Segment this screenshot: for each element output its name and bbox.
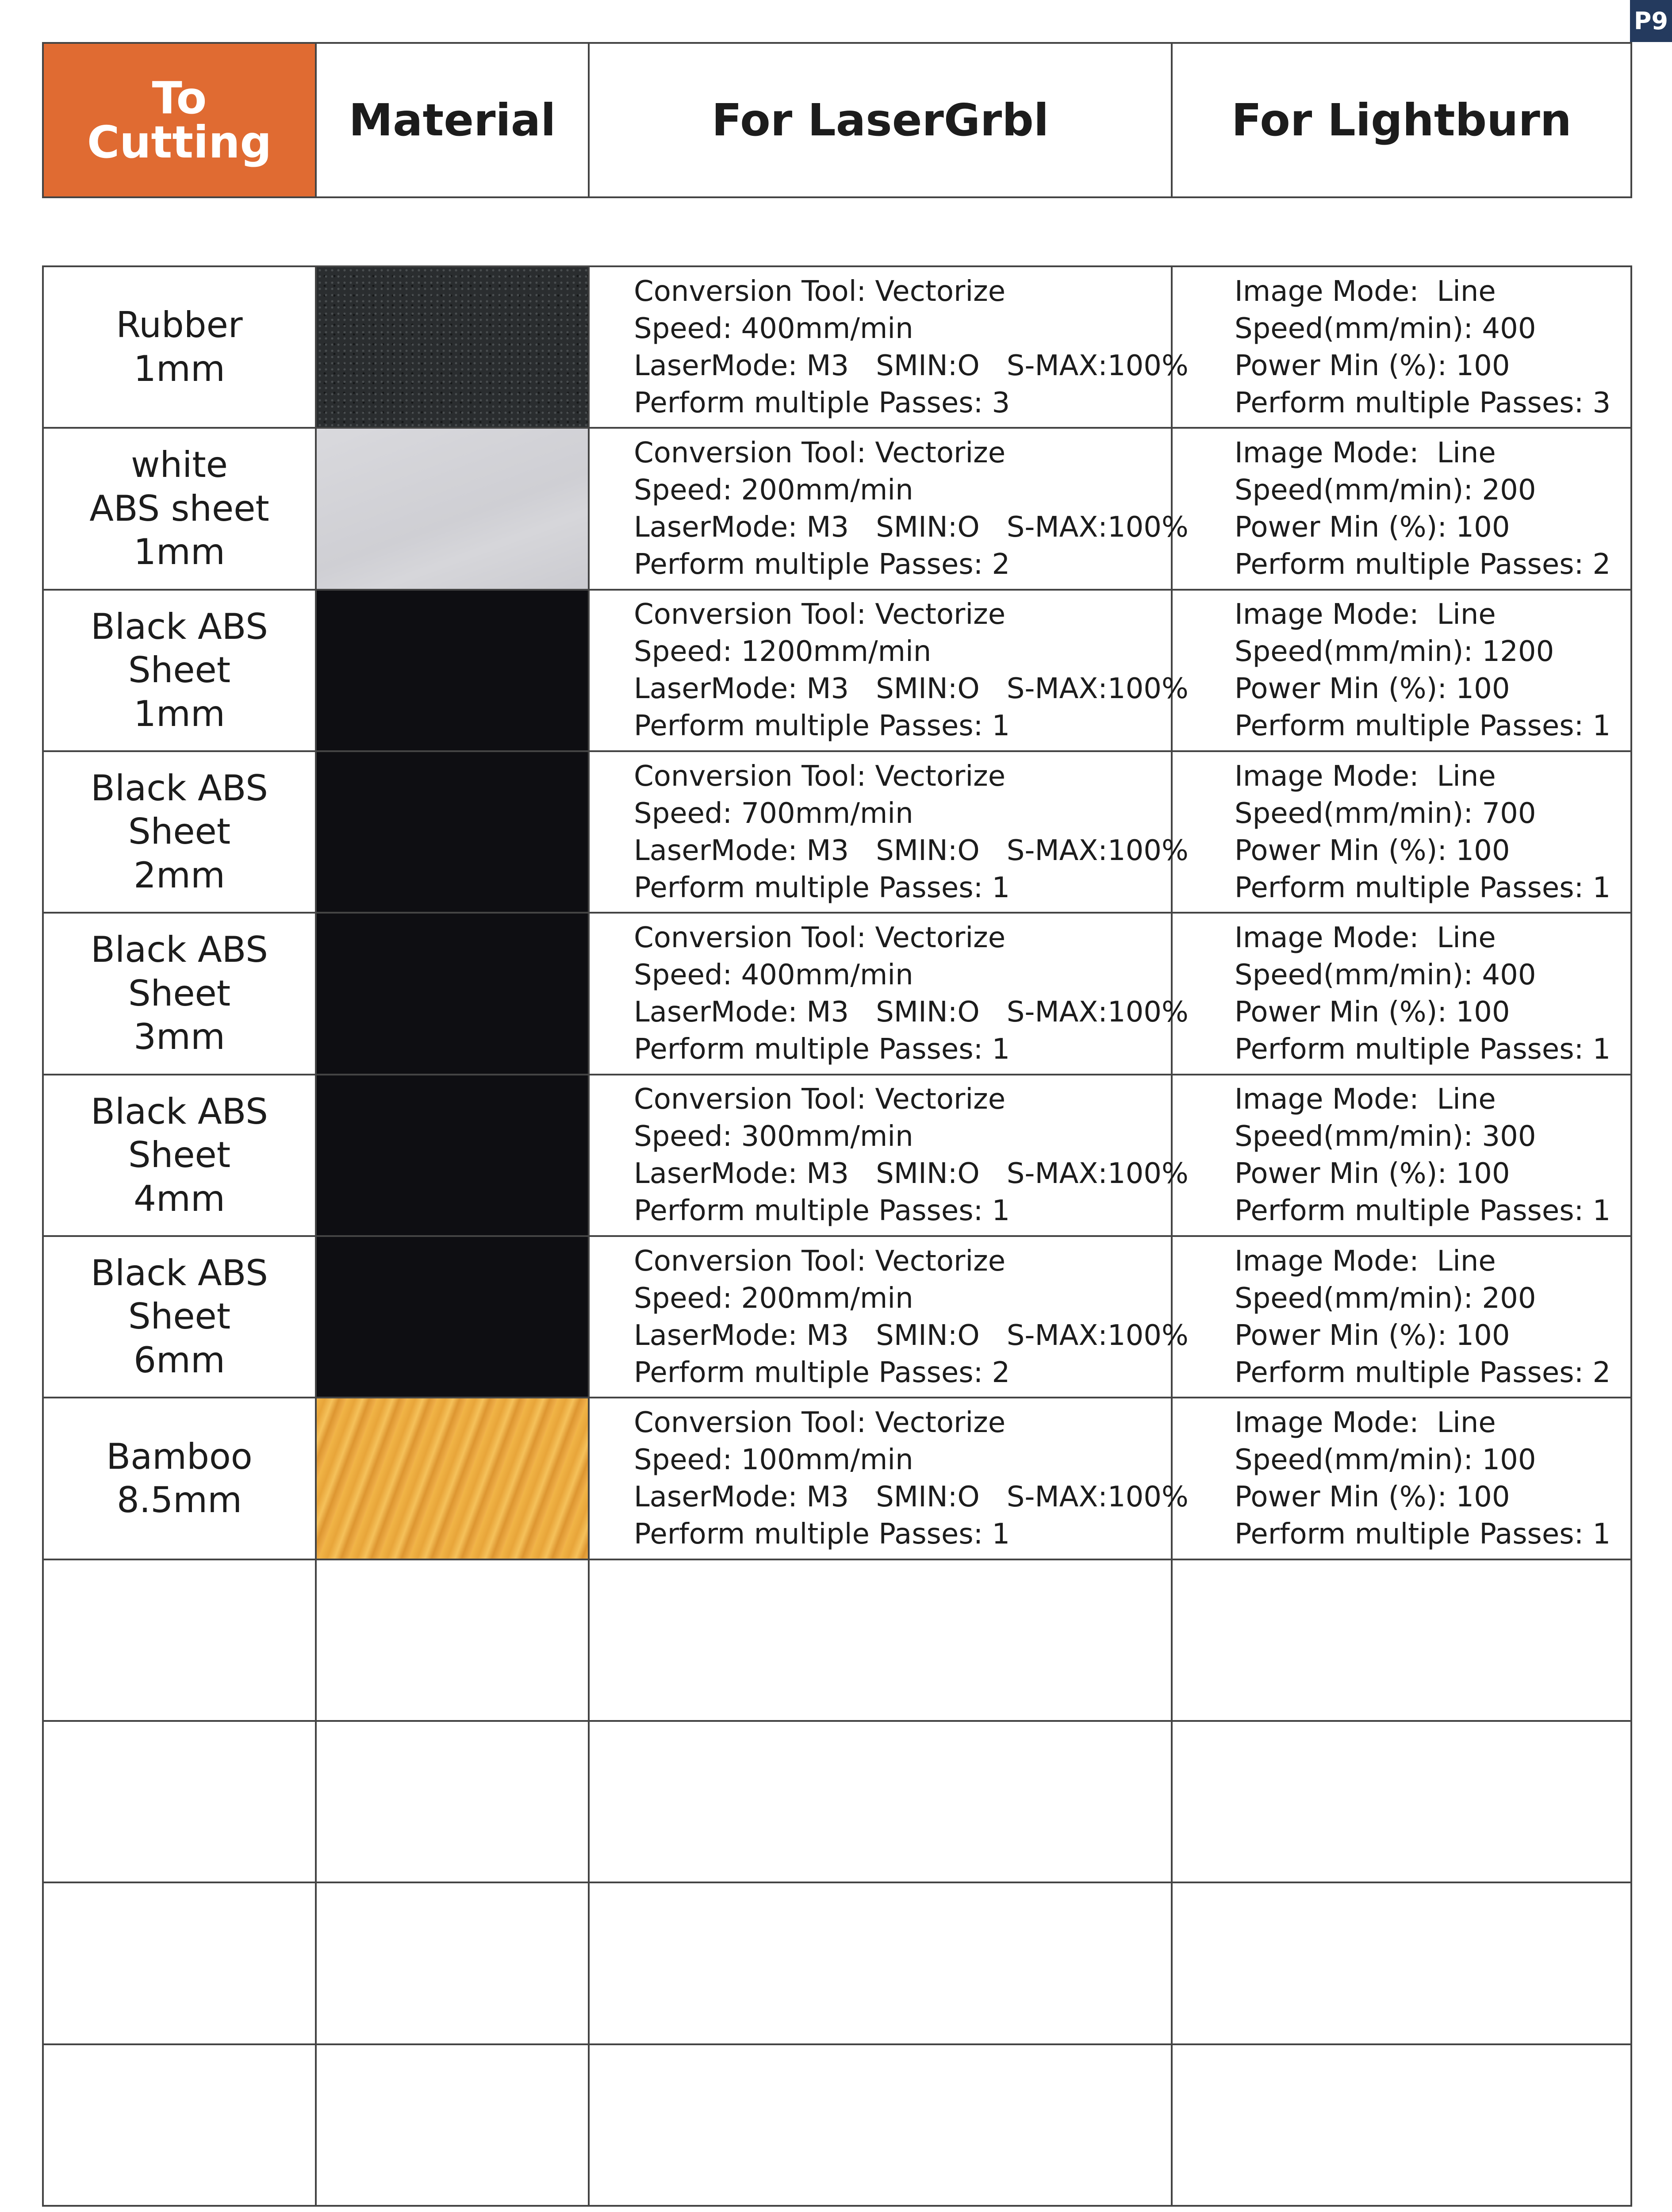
lasergrbl-settings-cell: [589, 1398, 1189, 1559]
lasergrbl-settings-cell: [589, 590, 1189, 751]
lasergrbl-settings-cell: [589, 1236, 1189, 1398]
setting-line: Speed: 400mm/min: [634, 312, 913, 345]
material-swatch-image: [317, 914, 588, 1073]
setting-line: LaserMode: M3 SMIN:O S-MAX:100%: [634, 1480, 1189, 1513]
setting-line: Power Min (%): 100: [1235, 1480, 1510, 1513]
setting-line: Speed(mm/min): 100: [1235, 1443, 1536, 1476]
setting-line: Speed: 700mm/min: [634, 797, 913, 830]
setting-line: Conversion Tool: Vectorize: [634, 1083, 1006, 1116]
table-row: [43, 751, 1631, 913]
setting-line: Perform multiple Passes: 1: [634, 1194, 1010, 1228]
setting-line: Perform multiple Passes: 1: [634, 1517, 1010, 1551]
setting-line: Conversion Tool: Vectorize: [634, 275, 1006, 308]
setting-line: Speed: 200mm/min: [634, 1282, 913, 1315]
setting-line: LaserMode: M3 SMIN:O S-MAX:100%: [634, 995, 1189, 1029]
to-cutting-header: [43, 43, 316, 197]
material-swatch-cell: [316, 590, 589, 751]
setting-line: LaserMode: M3 SMIN:O S-MAX:100%: [634, 511, 1189, 544]
empty-cell: [43, 1559, 316, 1721]
lasergrbl-settings-cell: [589, 913, 1189, 1074]
material-name-line: 2mm: [134, 854, 225, 896]
setting-line: Speed(mm/min): 400: [1235, 958, 1536, 991]
setting-line: Perform multiple Passes: 3: [634, 386, 1010, 419]
lasergrbl-settings-cell: [589, 751, 1189, 913]
material-name-line: 1mm: [134, 531, 225, 573]
setting-line: Speed: 200mm/min: [634, 473, 913, 507]
setting-line: Power Min (%): 100: [1235, 1157, 1510, 1190]
setting-line: Conversion Tool: Vectorize: [634, 1406, 1006, 1439]
setting-line: Power Min (%): 100: [1235, 672, 1510, 706]
material-swatch-cell: [316, 1398, 589, 1559]
setting-line: LaserMode: M3 SMIN:O S-MAX:100%: [634, 1319, 1189, 1352]
material-swatch-cell: [316, 1236, 589, 1398]
empty-cell: [316, 1721, 589, 1882]
lightburn-settings-cell: [1172, 751, 1631, 913]
material-swatch-image: [317, 267, 588, 427]
material-name-line: Black ABS Sheet: [91, 606, 268, 691]
lasergrbl-header: For LaserGrbl: [589, 43, 1172, 197]
setting-line: Power Min (%): 100: [1235, 1319, 1510, 1352]
setting-line: Image Mode: Line: [1235, 436, 1496, 469]
setting-line: Power Min (%): 100: [1235, 995, 1510, 1029]
setting-line: LaserMode: M3 SMIN:O S-MAX:100%: [634, 672, 1189, 706]
lasergrbl-settings-cell: [589, 266, 1189, 428]
header-table: [42, 42, 1632, 198]
setting-line: Speed: 100mm/min: [634, 1443, 913, 1476]
empty-cell: [316, 2044, 589, 2206]
material-name-line: Rubber: [116, 304, 243, 346]
setting-line: Image Mode: Line: [1235, 1083, 1496, 1116]
empty-cell: [589, 1721, 1172, 1882]
empty-cell: [316, 1882, 589, 2044]
setting-line: Speed(mm/min): 700: [1235, 797, 1536, 830]
material-name-line: ABS sheet: [89, 488, 269, 529]
material-name-line: Bamboo: [106, 1436, 253, 1477]
to-cutting-line2: Cutting: [87, 116, 272, 168]
lasergrbl-settings-cell: [589, 1075, 1189, 1236]
material-swatch-image: [317, 1075, 588, 1235]
material-name-cell: [43, 913, 316, 1074]
material-name-line: Black ABS Sheet: [91, 768, 268, 853]
material-name-cell: [43, 1398, 316, 1559]
empty-cell: [589, 1882, 1172, 2044]
empty-cell: [43, 2044, 316, 2206]
material-swatch-cell: [316, 266, 589, 428]
lightburn-settings-cell: [1172, 590, 1631, 751]
empty-cell: [1172, 1559, 1631, 1721]
setting-line: Speed(mm/min): 400: [1235, 312, 1536, 345]
setting-line: Image Mode: Line: [1235, 275, 1496, 308]
setting-line: Image Mode: Line: [1235, 921, 1496, 954]
empty-cell: [43, 1721, 316, 1882]
material-name-cell: [43, 751, 316, 913]
empty-row: [43, 1559, 1631, 1721]
table-row: [43, 590, 1631, 751]
table-row: [43, 1236, 1631, 1398]
empty-cell: [589, 1559, 1172, 1721]
material-name-line: 1mm: [134, 693, 225, 734]
setting-line: Perform multiple Passes: 1: [634, 710, 1010, 743]
lightburn-header: For Lightburn: [1172, 43, 1631, 197]
setting-line: Perform multiple Passes: 1: [1235, 1194, 1611, 1228]
setting-line: Perform multiple Passes: 3: [1235, 386, 1611, 419]
settings-table: [42, 265, 1632, 2207]
setting-line: Perform multiple Passes: 2: [634, 548, 1010, 581]
setting-line: Image Mode: Line: [1235, 1406, 1496, 1439]
setting-line: Perform multiple Passes: 2: [1235, 548, 1611, 581]
setting-line: Perform multiple Passes: 1: [1235, 871, 1611, 904]
setting-line: Perform multiple Passes: 1: [1235, 1517, 1611, 1551]
setting-line: Speed: 300mm/min: [634, 1120, 913, 1153]
material-name-line: Black ABS Sheet: [91, 929, 268, 1014]
setting-line: Perform multiple Passes: 1: [1235, 1033, 1611, 1066]
setting-line: Speed: 1200mm/min: [634, 635, 932, 668]
setting-line: Image Mode: Line: [1235, 760, 1496, 793]
empty-cell: [1172, 2044, 1631, 2206]
empty-cell: [1172, 1721, 1631, 1882]
table-row: [43, 913, 1631, 1074]
setting-line: Conversion Tool: Vectorize: [634, 1244, 1006, 1278]
empty-cell: [43, 1882, 316, 2044]
table-row: [43, 428, 1631, 589]
empty-row: [43, 2044, 1631, 2206]
material-swatch-cell: [316, 751, 589, 913]
material-swatch-cell: [316, 913, 589, 1074]
setting-line: LaserMode: M3 SMIN:O S-MAX:100%: [634, 834, 1189, 867]
material-name-line: 1mm: [134, 348, 225, 389]
lightburn-settings-cell: [1172, 266, 1631, 428]
setting-line: Speed(mm/min): 1200: [1235, 635, 1554, 668]
setting-line: Image Mode: Line: [1235, 1244, 1496, 1278]
material-name-line: Black ABS Sheet: [91, 1252, 268, 1337]
settings-rows: [43, 266, 1631, 2206]
lightburn-settings-cell: [1172, 1236, 1631, 1398]
setting-line: Perform multiple Passes: 1: [1235, 710, 1611, 743]
material-name-line: white: [131, 444, 228, 486]
setting-line: LaserMode: M3 SMIN:O S-MAX:100%: [634, 349, 1189, 382]
material-swatch-image: [317, 1398, 588, 1558]
empty-cell: [316, 1559, 589, 1721]
table-row: [43, 266, 1631, 428]
empty-cell: [589, 2044, 1172, 2206]
setting-line: Perform multiple Passes: 2: [634, 1356, 1010, 1389]
setting-line: Conversion Tool: Vectorize: [634, 598, 1006, 631]
material-swatch-cell: [316, 1075, 589, 1236]
setting-line: Image Mode: Line: [1235, 598, 1496, 631]
setting-line: Perform multiple Passes: 1: [634, 871, 1010, 904]
material-swatch-image: [317, 752, 588, 912]
material-name-cell: [43, 590, 316, 751]
setting-line: Speed: 400mm/min: [634, 958, 913, 991]
table-row: [43, 1398, 1631, 1559]
material-name-cell: [43, 1075, 316, 1236]
material-swatch-cell: [316, 428, 589, 589]
material-header: Material: [316, 43, 589, 197]
setting-line: Perform multiple Passes: 1: [634, 1033, 1010, 1066]
lightburn-settings-cell: [1172, 1398, 1631, 1559]
setting-line: Power Min (%): 100: [1235, 349, 1510, 382]
material-name-cell: [43, 428, 316, 589]
material-swatch-image: [317, 1237, 588, 1397]
table-row: [43, 1075, 1631, 1236]
material-name-line: 6mm: [134, 1339, 225, 1381]
setting-line: Conversion Tool: Vectorize: [634, 921, 1006, 954]
setting-line: Speed(mm/min): 200: [1235, 473, 1536, 507]
lightburn-settings-cell: [1172, 428, 1631, 589]
lightburn-settings-cell: [1172, 1075, 1631, 1236]
to-cutting-line1: To: [152, 72, 207, 124]
material-name-line: 3mm: [134, 1016, 225, 1058]
material-name-cell: [43, 266, 316, 428]
material-name-line: Black ABS Sheet: [91, 1091, 268, 1176]
setting-line: Conversion Tool: Vectorize: [634, 436, 1006, 469]
setting-line: Perform multiple Passes: 2: [1235, 1356, 1611, 1389]
material-swatch-image: [317, 429, 588, 588]
setting-line: Speed(mm/min): 200: [1235, 1282, 1536, 1315]
lightburn-settings-cell: [1172, 913, 1631, 1074]
material-name-line: 4mm: [134, 1178, 225, 1219]
setting-line: Conversion Tool: Vectorize: [634, 760, 1006, 793]
setting-line: Power Min (%): 100: [1235, 511, 1510, 544]
setting-line: Speed(mm/min): 300: [1235, 1120, 1536, 1153]
empty-row: [43, 1882, 1631, 2044]
lasergrbl-settings-cell: [589, 428, 1189, 589]
setting-line: Power Min (%): 100: [1235, 834, 1510, 867]
page-number-badge: P9: [1630, 0, 1672, 42]
material-name-line: 8.5mm: [116, 1479, 242, 1521]
setting-line: LaserMode: M3 SMIN:O S-MAX:100%: [634, 1157, 1189, 1190]
empty-row: [43, 1721, 1631, 1882]
material-swatch-image: [317, 591, 588, 750]
material-name-cell: [43, 1236, 316, 1398]
empty-cell: [1172, 1882, 1631, 2044]
